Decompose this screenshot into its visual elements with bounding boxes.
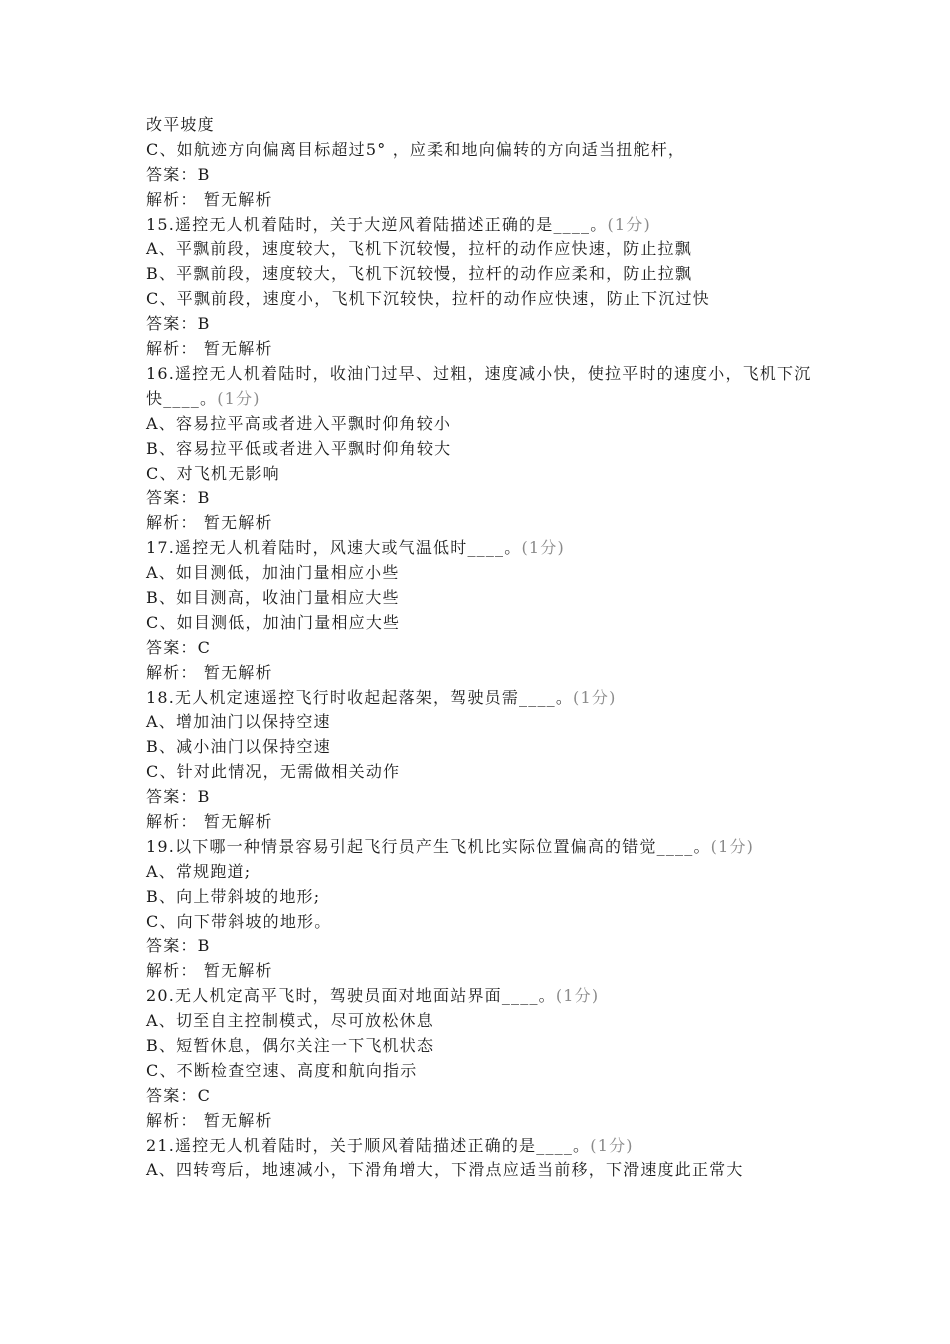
option-a: A、容易拉平高或者进入平飘时仰角较小: [146, 413, 452, 433]
option-b: B、减小油门以保持空速: [146, 737, 331, 757]
answer: 答案：B: [146, 936, 211, 956]
analysis: 解析： 暂无解析: [146, 1110, 273, 1130]
question-score: (1分): [607, 214, 651, 234]
question-stem: 20.无人机定高平飞时，驾驶员面对地面站界面____。(1分): [146, 986, 600, 1006]
option-a: A、常规跑道;: [146, 861, 252, 881]
option-b: B、向上带斜坡的地形;: [146, 886, 321, 906]
question-score: (1分): [573, 687, 617, 707]
question-stem: 21.遥控无人机着陆时，关于顺风着陆描述正确的是____。(1分): [146, 1135, 634, 1155]
answer: 答案：B: [146, 787, 211, 807]
option-a: A、增加油门以保持空速: [146, 712, 331, 732]
question-stem: 19.以下哪一种情景容易引起飞行员产生飞机比实际位置偏高的错觉____。(1分): [146, 836, 755, 856]
analysis: 解析： 暂无解析: [146, 961, 273, 981]
option-c: C、如目测低，加油门量相应大些: [146, 612, 401, 632]
analysis: 解析： 暂无解析: [146, 662, 273, 682]
analysis: 解析： 暂无解析: [146, 811, 273, 831]
analysis: 解析： 暂无解析: [146, 189, 273, 209]
question-score: (1分): [710, 836, 755, 856]
question-stem: 18.无人机定速遥控飞行时收起起落架，驾驶员需____。(1分): [146, 687, 617, 707]
analysis: 解析： 暂无解析: [146, 513, 273, 533]
option-c: C、对飞机无影响: [146, 463, 280, 483]
answer: 答案：C: [146, 637, 212, 657]
option-c: C、不断检查空速、高度和航向指示: [146, 1060, 418, 1080]
option-c: C、如航迹方向偏离目标超过5° ，应柔和地向偏转的方向适当扭舵杆，: [146, 139, 686, 159]
answer: 答案：B: [146, 314, 211, 334]
document-page: [146, 113, 826, 1183]
answer: 答案：B: [146, 488, 211, 508]
option-b: B、容易拉平低或者进入平飘时仰角较大: [146, 438, 452, 458]
option-b: B、如目测高，收油门量相应大些: [146, 587, 400, 607]
question-score: (1分): [521, 538, 565, 558]
option-c: C、平飘前段，速度小，飞机下沉较快，拉杆的动作应快速，防止下沉过快: [146, 289, 710, 309]
option-a: A、四转弯后，地速减小，下滑角增大，下滑点应适当前移，下滑速度此正常大: [146, 1160, 744, 1180]
option-a: A、如目测低，加油门量相应小些: [146, 563, 400, 583]
question-score: (1分): [555, 986, 600, 1006]
option-b: B、平飘前段，速度较大，飞机下沉较慢，拉杆的动作应柔和，防止拉飘: [146, 264, 693, 284]
continuation-line: 改平坡度: [146, 115, 215, 134]
question-score: (1分): [590, 1135, 634, 1155]
question-stem: 17.遥控无人机着陆时，风速大或气温低时____。(1分): [146, 538, 565, 558]
question-stem: 15.遥控无人机着陆时，关于大逆风着陆描述正确的是____。(1分): [146, 214, 651, 234]
answer: 答案：C: [146, 1085, 212, 1105]
option-b: B、短暂休息，偶尔关注一下飞机状态: [146, 1036, 435, 1055]
option-c: C、针对此情况，无需做相关动作: [146, 762, 401, 782]
option-a: A、切至自主控制模式，尽可放松休息: [146, 1011, 434, 1031]
answer: 答案：B: [146, 164, 211, 184]
question-stem: 16.遥控无人机着陆时，收油门过早、过粗，速度减小快，使拉平时的速度小，飞机下沉快____。(1分): [146, 363, 812, 408]
analysis: 解析： 暂无解析: [146, 339, 273, 359]
option-a: A、平飘前段，速度较大，飞机下沉较慢，拉杆的动作应快速，防止拉飘: [146, 239, 692, 259]
question-score: (1分): [217, 388, 261, 408]
option-c: C、向下带斜坡的地形。: [146, 911, 332, 931]
